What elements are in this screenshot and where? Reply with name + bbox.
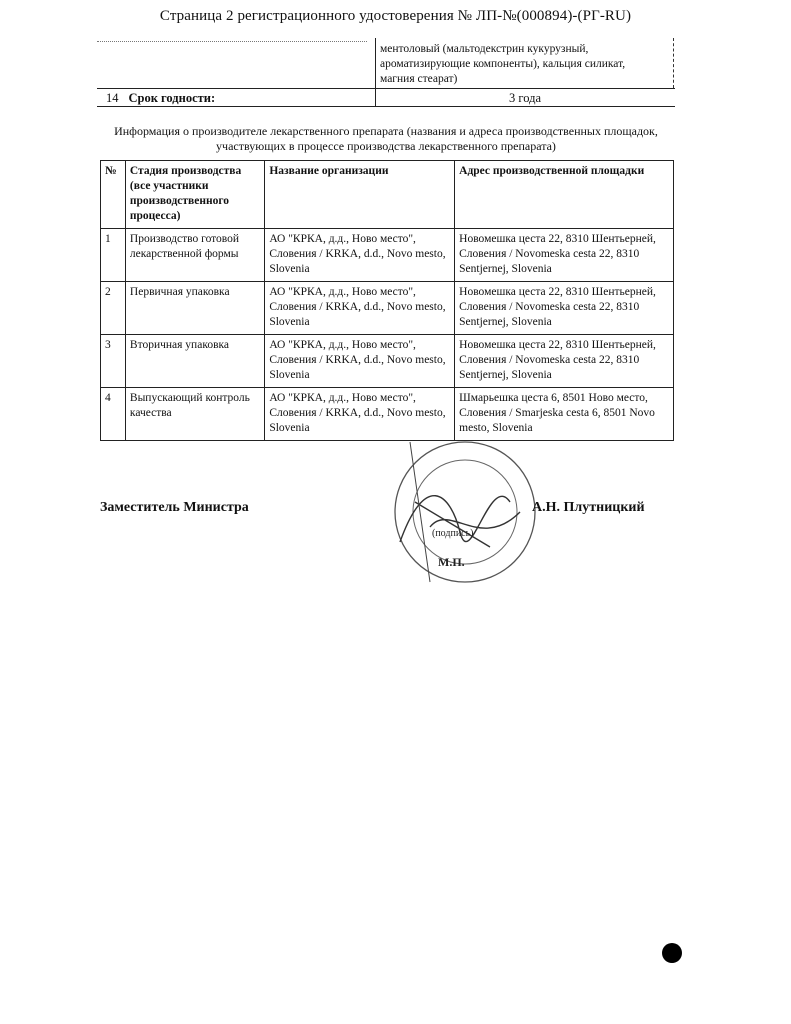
header-organization: Название организации xyxy=(265,161,455,229)
heading-line-2: участвующих в процессе производства лекарственного препарата) xyxy=(216,139,556,153)
composition-line-3: магния стеарат) xyxy=(380,73,458,85)
shelf-life-value: 3 года xyxy=(509,91,541,105)
table-bottom-border xyxy=(97,106,675,107)
composition-line-1: ментоловый (мальтодекстрин кукурузный, xyxy=(380,43,589,55)
row-num: 4 xyxy=(101,388,126,441)
row-organization: АО "КРКА, д.д., Ново место", Словения / KRKA, d.d., Novo mesto, Slovenia xyxy=(265,388,455,441)
row-stage: Вторичная упаковка xyxy=(125,335,264,388)
header-num: № xyxy=(101,161,126,229)
table-row-divider xyxy=(97,88,675,89)
shelf-life-label-text: Срок годности: xyxy=(128,91,216,105)
row-address: Новомешка цеста 22, 8310 Шентьерней, Словения / Novomeska cesta 22, 8310 Sentjernej, Slovenia xyxy=(455,282,674,335)
table-header-row xyxy=(101,161,674,229)
table-row xyxy=(101,229,674,282)
row-num: 3 xyxy=(101,335,126,388)
row-stage: Производство готовой лекарственной формы xyxy=(125,229,264,282)
row-stage: Первичная упаковка xyxy=(125,282,264,335)
row-num: 2 xyxy=(101,282,126,335)
row-organization: АО "КРКА, д.д., Ново место", Словения / KRKA, d.d., Novo mesto, Slovenia xyxy=(265,282,455,335)
signer-name: А.Н. Плутницкий xyxy=(532,500,645,515)
header-stage: Стадия производства (все участники производственного процесса) xyxy=(125,161,264,229)
signer-title: Заместитель Министра xyxy=(100,500,249,515)
row-organization: АО "КРКА, д.д., Ново место", Словения / KRKA, d.d., Novo mesto, Slovenia xyxy=(265,335,455,388)
row-organization: АО "КРКА, д.д., Ново место", Словения / KRKA, d.d., Novo mesto, Slovenia xyxy=(265,229,455,282)
manufacturer-table xyxy=(100,160,674,441)
composition-table-continuation xyxy=(97,38,675,106)
table-dotted-border xyxy=(97,41,367,42)
table-row xyxy=(101,282,674,335)
row-address: Шмарьешка цеста 6, 8501 Ново место, Словения / Smarjeska cesta 6, 8501 Novo mesto, Slovenia xyxy=(455,388,674,441)
stamp-mark: М.П. xyxy=(438,555,465,569)
official-stamp-icon xyxy=(370,432,550,592)
row-address: Новомешка цеста 22, 8310 Шентьерней, Словения / Novomeska cesta 22, 8310 Sentjernej, Slovenia xyxy=(455,229,674,282)
table-right-border xyxy=(673,38,674,88)
row-address: Новомешка цеста 22, 8310 Шентьерней, Словения / Novomeska cesta 22, 8310 Sentjernej, Slovenia xyxy=(455,335,674,388)
row-number: 14 xyxy=(106,91,119,105)
page-header: Страница 2 регистрационного удостоверения № ЛП-№(000894)-(РГ-RU) xyxy=(159,8,632,24)
heading-line-1: Информация о производителе лекарственного препарата (названия и адреса производственных площадок, xyxy=(114,124,658,138)
manufacturer-info-heading xyxy=(97,124,675,154)
shelf-life-label xyxy=(106,91,215,106)
header-address: Адрес производственной площадки xyxy=(455,161,674,229)
row-stage: Выпускающий контроль качества xyxy=(125,388,264,441)
stamp-caption: (подпись) xyxy=(432,528,474,539)
table-row xyxy=(101,335,674,388)
composition-line-2: ароматизирующие компоненты), кальция силикат, xyxy=(380,58,626,70)
row-num: 1 xyxy=(101,229,126,282)
page-marker-dot xyxy=(662,943,682,963)
